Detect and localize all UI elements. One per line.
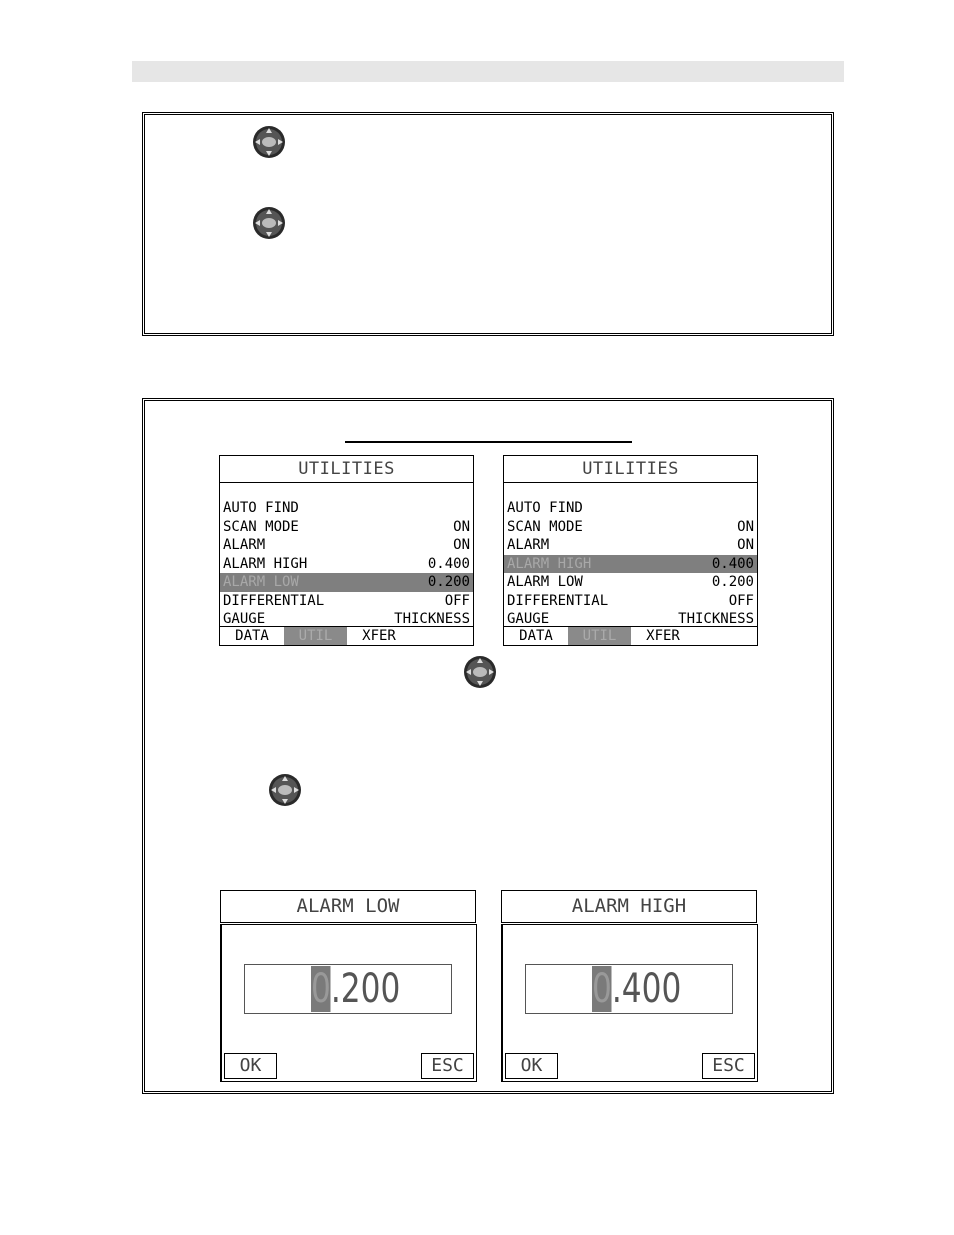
menu-row[interactable]: GAUGE THICKNESS (507, 611, 754, 627)
ok-button[interactable]: OK (224, 1053, 277, 1079)
ok-button[interactable]: OK (505, 1053, 558, 1079)
tab-bar (504, 626, 757, 645)
value-rest: .200 (330, 966, 401, 1012)
alarm-low-editor (220, 890, 476, 1082)
menu-row[interactable]: DIFFERENTIAL OFF (223, 592, 470, 609)
tab-bar (220, 626, 473, 645)
directional-pad-icon (268, 773, 302, 807)
menu-row[interactable]: AUTO FIND (223, 500, 299, 516)
utilities-screen-right (503, 455, 758, 646)
value-field[interactable] (525, 964, 733, 1014)
editor-body (501, 924, 758, 1082)
utilities-screen-left (219, 455, 474, 646)
menu-row[interactable]: DIFFERENTIAL OFF (507, 592, 754, 609)
digit-cursor[interactable]: 0 (311, 966, 331, 1012)
instruction-box-1 (142, 112, 834, 336)
esc-button[interactable]: ESC (421, 1053, 474, 1079)
header-bar (132, 61, 844, 82)
screen-title: UTILITIES (504, 456, 757, 483)
tab-xfer[interactable]: XFER (646, 628, 680, 644)
alarm-high-editor (501, 890, 757, 1082)
esc-button[interactable]: ESC (702, 1053, 755, 1079)
menu-row[interactable]: ALARM ON (223, 537, 470, 553)
menu-row[interactable]: AUTO FIND (507, 500, 583, 516)
menu-row-selected[interactable]: ALARM HIGH 0.400 (504, 555, 757, 574)
tab-util[interactable]: UTIL (568, 627, 631, 645)
screen-title: UTILITIES (220, 456, 473, 483)
value-field[interactable] (244, 964, 452, 1014)
menu-row[interactable]: GAUGE THICKNESS (223, 611, 470, 627)
menu-row[interactable]: SCAN MODE ON (507, 518, 754, 535)
menu-row[interactable]: ALARM HIGH 0.400 (223, 555, 470, 572)
heading-underline (345, 441, 632, 443)
tab-util[interactable]: UTIL (284, 627, 347, 645)
tab-data[interactable]: DATA (519, 628, 553, 644)
directional-pad-icon (252, 125, 286, 159)
tab-xfer[interactable]: XFER (362, 628, 396, 644)
directional-pad-icon (252, 206, 286, 240)
tab-data[interactable]: DATA (235, 628, 269, 644)
editor-title: ALARM HIGH (501, 890, 757, 923)
editor-title: ALARM LOW (220, 890, 476, 923)
editor-body (220, 924, 477, 1082)
directional-pad-icon (463, 655, 497, 689)
menu-row[interactable]: SCAN MODE ON (223, 518, 470, 535)
value-rest: .400 (611, 966, 682, 1012)
menu-row-selected[interactable]: ALARM LOW 0.200 (220, 573, 473, 592)
menu-row[interactable]: ALARM LOW 0.200 (507, 574, 754, 590)
menu-row[interactable]: ALARM ON (507, 537, 754, 553)
digit-cursor[interactable]: 0 (592, 966, 612, 1012)
